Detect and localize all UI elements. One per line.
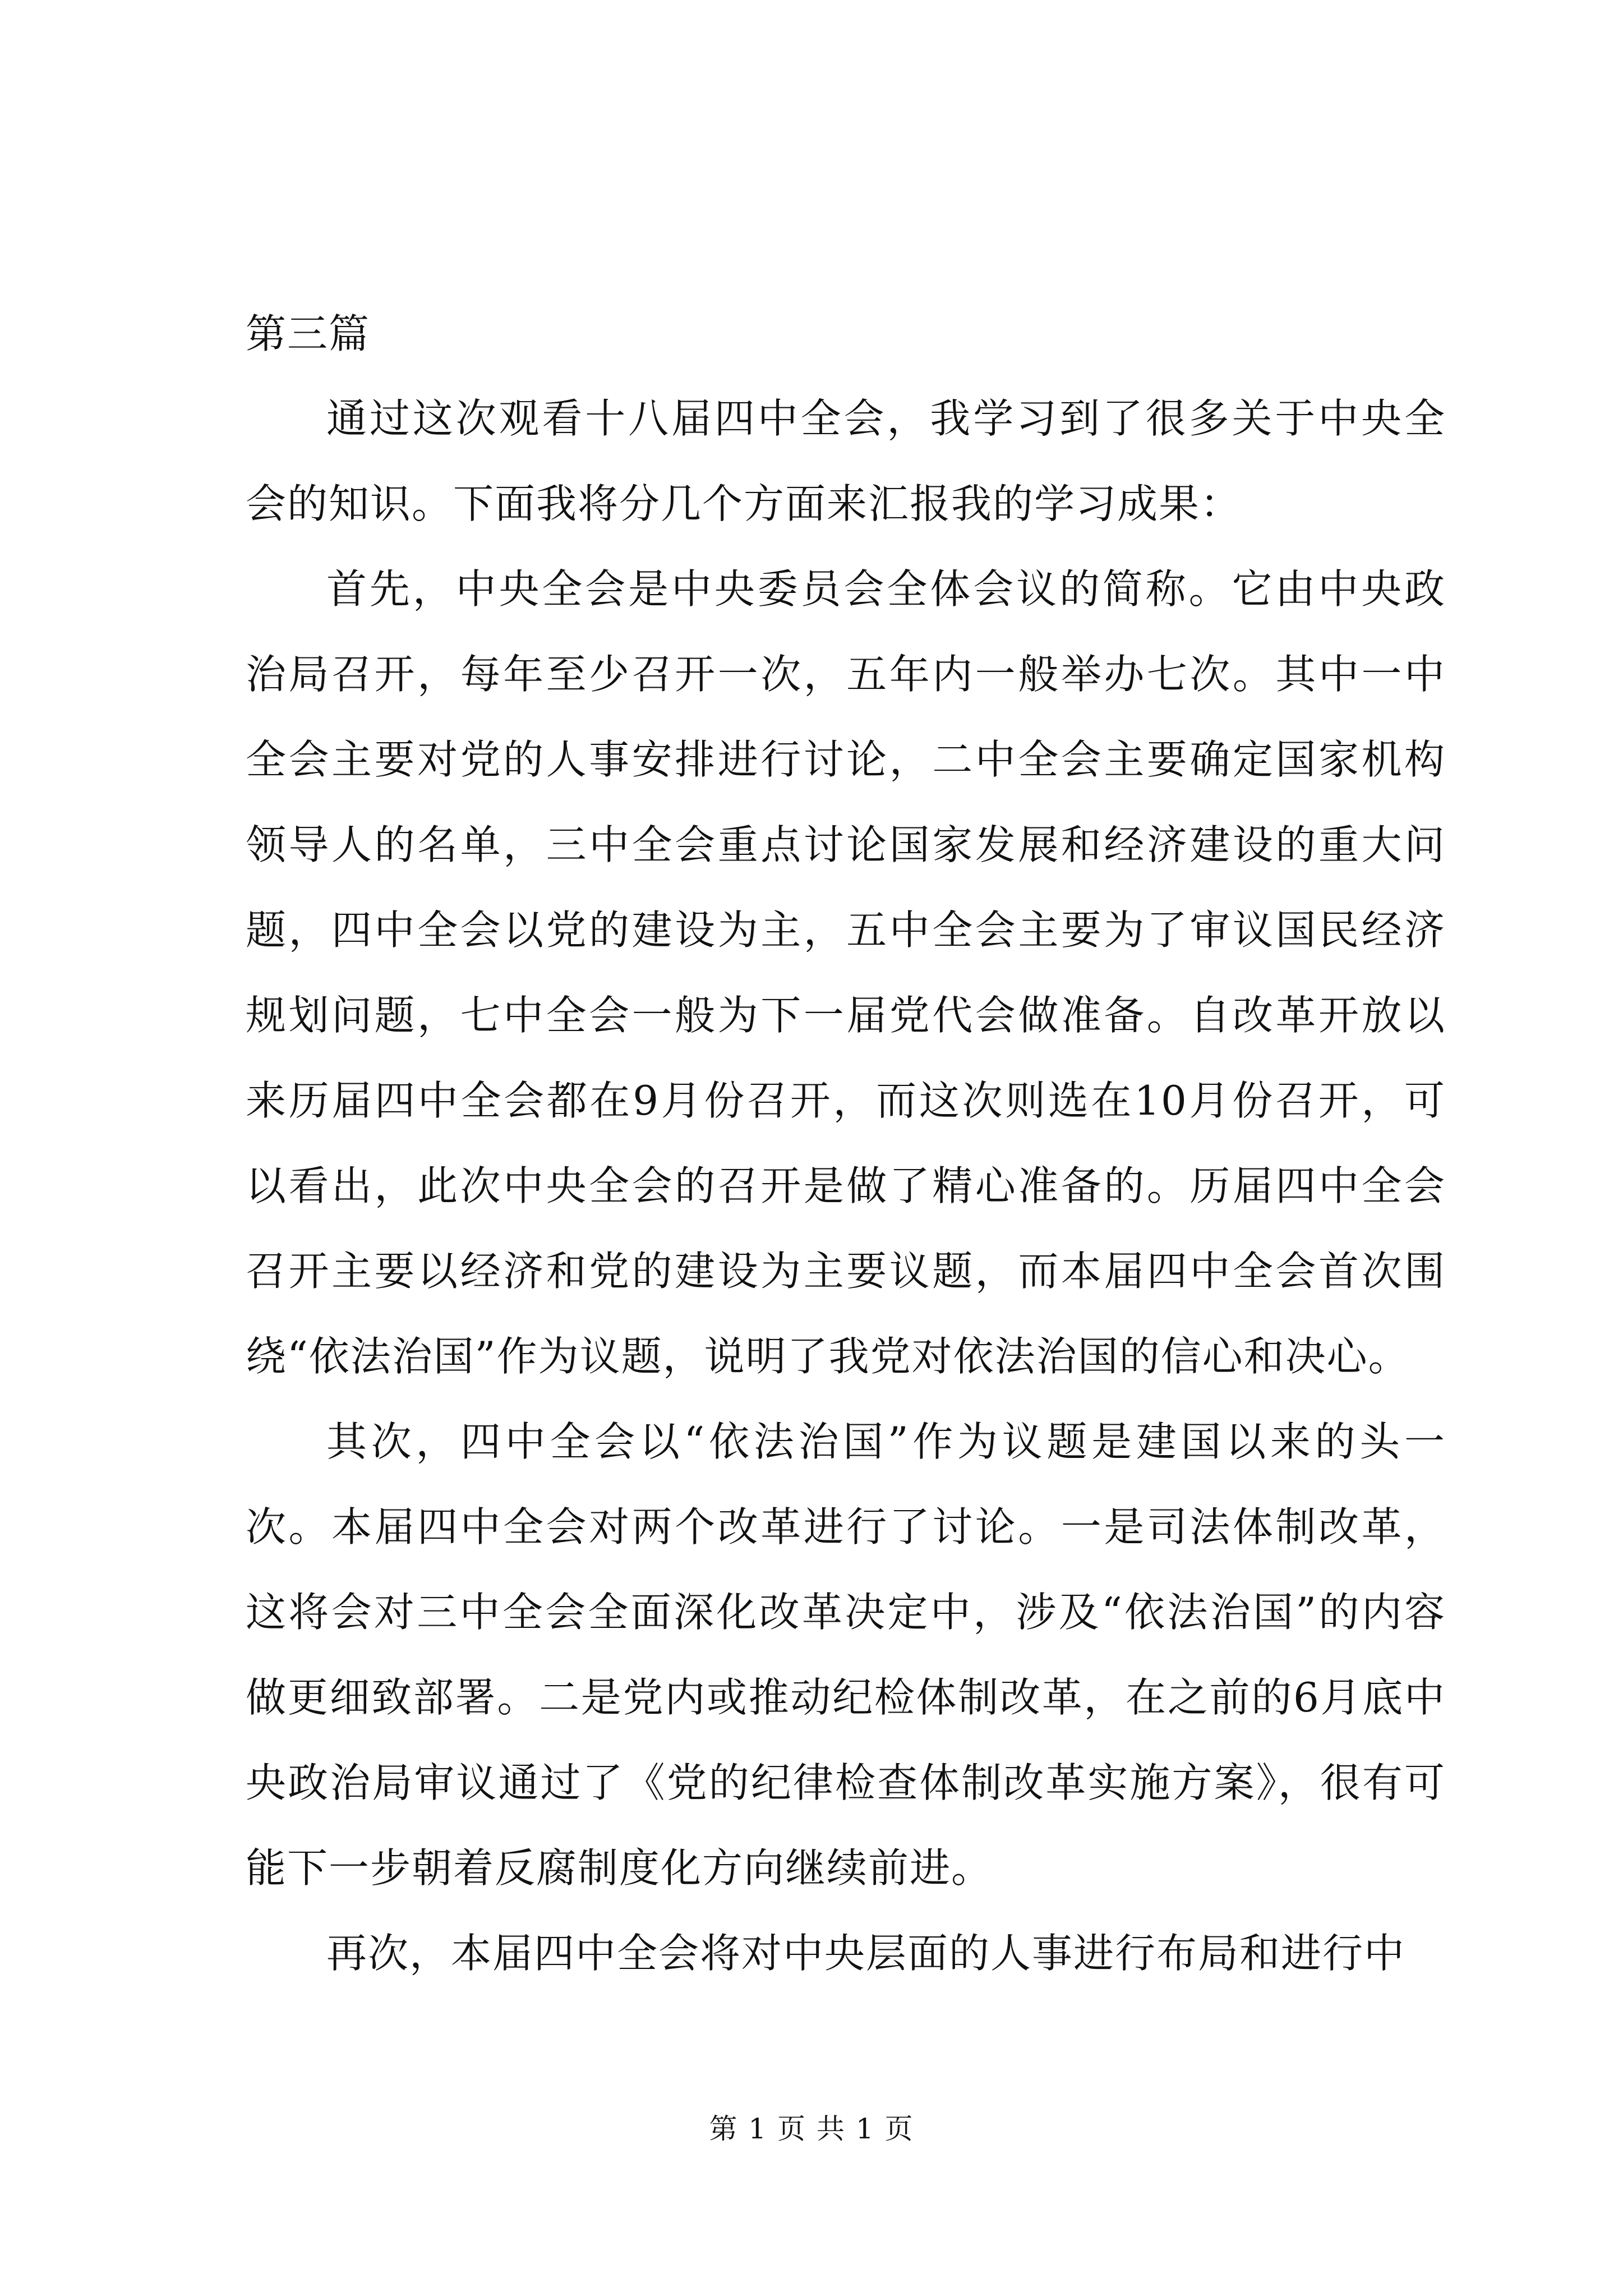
document-body bbox=[246, 292, 1446, 1996]
paragraph-second-point: 其次，四中全会以“依法治国”作为议题是建国以来的头一次。本届四中全会对两个改革进行了讨论。一是司法体制改革，这将会对三中全会全面深化改革决定中，涉及“依法治国”的内容做更细致部署。二是党内或推动纪检体制改革，在之前的6月底中央政治局审议通过了《党的纪律检查体制改革实施方案》，很有可能下一步朝着反腐制度化方向继续前进。 bbox=[246, 1418, 1446, 1892]
paragraph-third-point: 再次，本届四中全会将对中央层面的人事进行布局和进行中 bbox=[326, 1930, 1406, 1977]
section-heading: 第三篇 bbox=[246, 310, 371, 357]
paragraph-first-point: 首先，中央全会是中央委员会全体会议的简称。它由中央政治局召开，每年至少召开一次，五年内一般举办七次。其中一中全会主要对党的人事安排进行讨论，二中全会主要确定国家机构领导人的名单，三中全会重点讨论国家发展和经济建设的重大问题，四中全会以党的建设为主，五中全会主要为了审议国民经济规划问题，七中全会一般为下一届党代会做准备。自改革开放以来历届四中全会都在9月份召开，而这次则选在10月份召开，可以看出，此次中央全会的召开是做了精心准备的。历届四中全会召开主要以经济和党的建设为主要议题，而本届四中全会首次围绕“依法治国”作为议题，说明了我党对依法治国的信心和决心。 bbox=[246, 565, 1446, 1380]
page-footer: 第 1 页 共 1 页 bbox=[709, 2113, 914, 2145]
paragraph-intro: 通过这次观看十八届四中全会，我学习到了很多关于中央全会的知识。下面我将分几个方面来汇报我的学习成果： bbox=[246, 395, 1446, 527]
